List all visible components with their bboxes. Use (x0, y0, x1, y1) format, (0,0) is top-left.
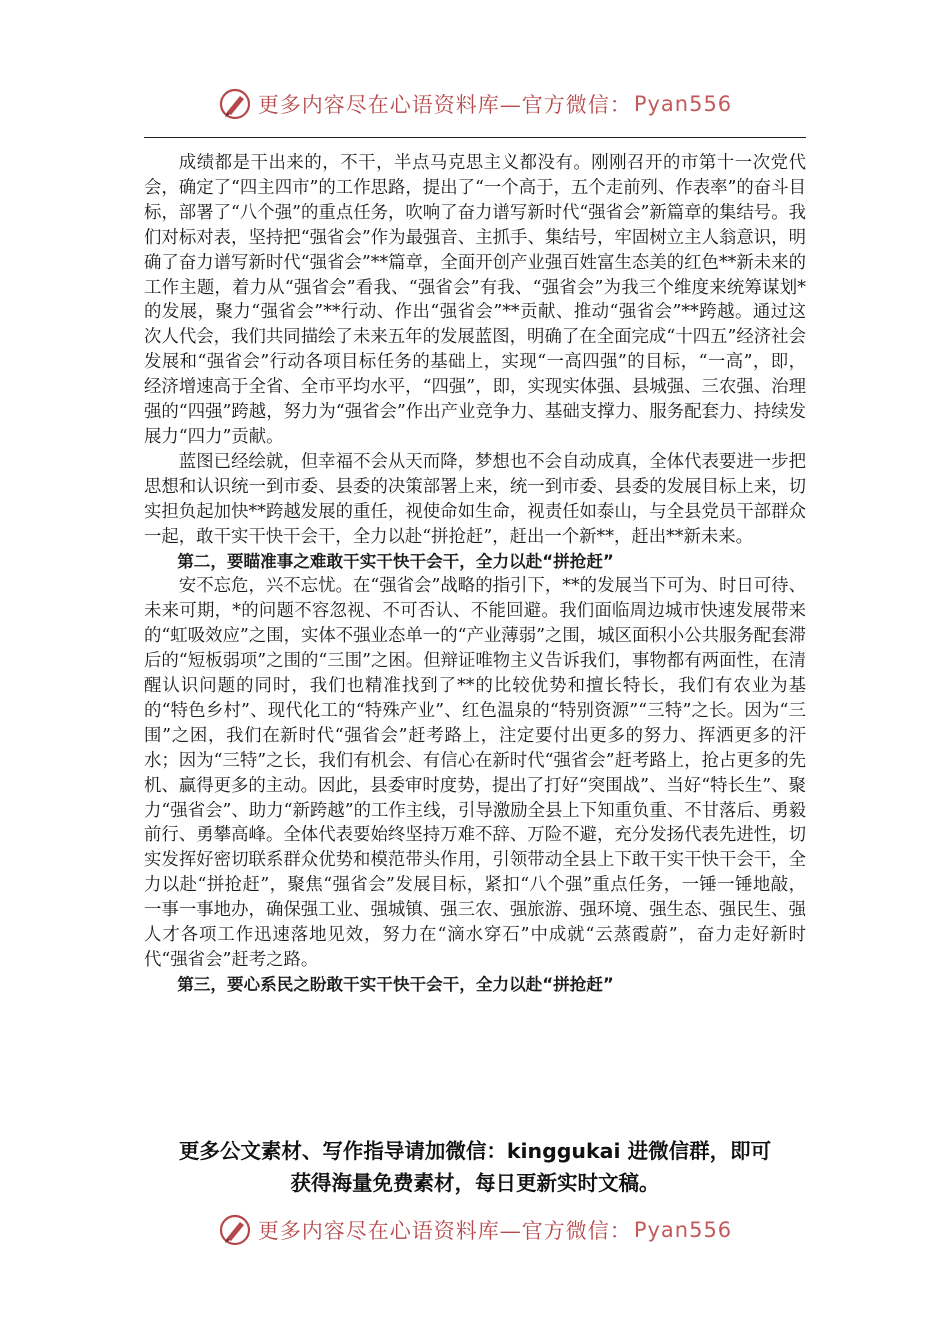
paragraph: 蓝图已经绘就，但幸福不会从天而降，梦想也不会自动成真，全体代表要进一步把思想和认识统一到市委、县委的决策部署上来，统一到市委、县委的发展目标上来，切实担负起加快**跨越发展的重任，视使命如生命，视责任如泰山，与全县党员干部群众一起，敢干实干快干会干，全力以赴“拼抢赶”，赶出一个新**，赶出**新未来。 (144, 451, 806, 547)
paragraph: 成绩都是干出来的，不干，半点马克思主义都没有。刚刚召开的市第十一次党代会，确定了“四主四市”的工作思路，提出了“一个高于，五个走前列、作表率”的奋斗目标，部署了“八个强”的重点任务，吹响了奋力谱写新时代“强省会”新篇章的集结号。我们对标对表，坚持把“强省会”作为最强音、主抓手、集结号，牢固树立主人翁意识，明确了奋力谱写新时代“强省会”**篇章，全面开创产业强百姓富生态美的红色**新未来的工作主题，着力从“强省会”看我、“强省会”有我、“强省会”为我三个维度来统筹谋划*的发展，聚力“强省会”**行动、作出“强省会”**贡献、推动“强省会”**跨越。通过这次人代会，我们共同描绘了未来五年的发展蓝图，明确了在全面完成“十四五”经济社会发展和“强省会”行动各项目标任务的基础上，实现“一高四强”的目标，“一高”，即，经济增速高于全省、全市平均水平，“四强”，即，实现实体强、县城强、三农强、治理强的“四强”跨越，努力为“强省会”作出产业竞争力、基础支撑力、服务配套力、持续发展力“四力”贡献。 (144, 153, 806, 447)
page-header (0, 84, 950, 124)
promo-line: 更多公文素材、写作指导请加微信：kinggukai 进微信群，即可 (178, 1139, 772, 1163)
footer-banner-handle: Pyan556 (633, 1218, 733, 1242)
section-heading: 第二，要瞄准事之难敢干实干快干会干，全力以赴“拼抢赶” (177, 551, 614, 571)
pen-logo-icon (218, 1213, 252, 1247)
header-banner-handle: Pyan556 (633, 92, 733, 116)
footer-banner-text: 更多内容尽在心语资料库—官方微信： (257, 1219, 632, 1243)
header-banner-text: 更多内容尽在心语资料库—官方微信： (257, 93, 632, 117)
promo-line: 获得海量免费素材，每日更新实时文稿。 (290, 1171, 660, 1195)
pen-logo-icon (218, 87, 252, 121)
paragraph: 安不忘危，兴不忘忧。在“强省会”战略的指引下，**的发展当下可为、时日可待、未来可期，*的问题不容忽视、不可否认、不能回避。我们面临周边城市快速发展带来的“虹吸效应”之围，实体不强业态单一的“产业薄弱”之围，城区面积小公共服务配套滞后的“短板弱项”之围的“三围”之困。但辩证唯物主义告诉我们，事物都有两面性，在清醒认识问题的同时，我们也精准找到了**的比较优势和擅长特长，我们有农业为基的“特色乡村”、现代化工的“特殊产业”、红色温泉的“特别资源”“三特”之长。因为“三围”之困，我们在新时代“强省会”赶考路上，注定要付出更多的努力、挥洒更多的汗水；因为“三特”之长，我们有机会、有信心在新时代“强省会”赶考路上，抢占更多的先机、赢得更多的主动。因此，县委审时度势，提出了打好“突围战”、当好“特长生”、聚力“强省会”、助力“新跨越”的工作主线，引导激励全县上下知重负重、不甘落后、勇毅前行、勇攀高峰。全体代表要始终坚持万难不辞、万险不避，充分发扬代表先进性，切实发挥好密切联系群众优势和模范带头作用，引领带动全县上下敢干实干快干会干，全力以赴“拼抢赶”，聚焦“强省会”发展目标，紧扣“八个强”重点任务，一锤一锤地敲，一事一事地办，确保强工业、强城镇、强三农、强旅游、强环境、强生态、强民生、强人才各项工作迅速落地见效，努力在“滴水穿石”中成就“云蒸霞蔚”，奋力走好新时代“强省会”赶考之路。 (144, 576, 806, 970)
footer-banner (218, 1213, 732, 1247)
header-banner (218, 87, 732, 121)
promo-notice (120, 1135, 830, 1199)
page-footer (0, 1210, 950, 1250)
header-divider (144, 137, 806, 138)
section-heading: 第三，要心系民之盼敢干实干快干会干，全力以赴“拼抢赶” (177, 974, 614, 994)
document-body (144, 151, 806, 998)
